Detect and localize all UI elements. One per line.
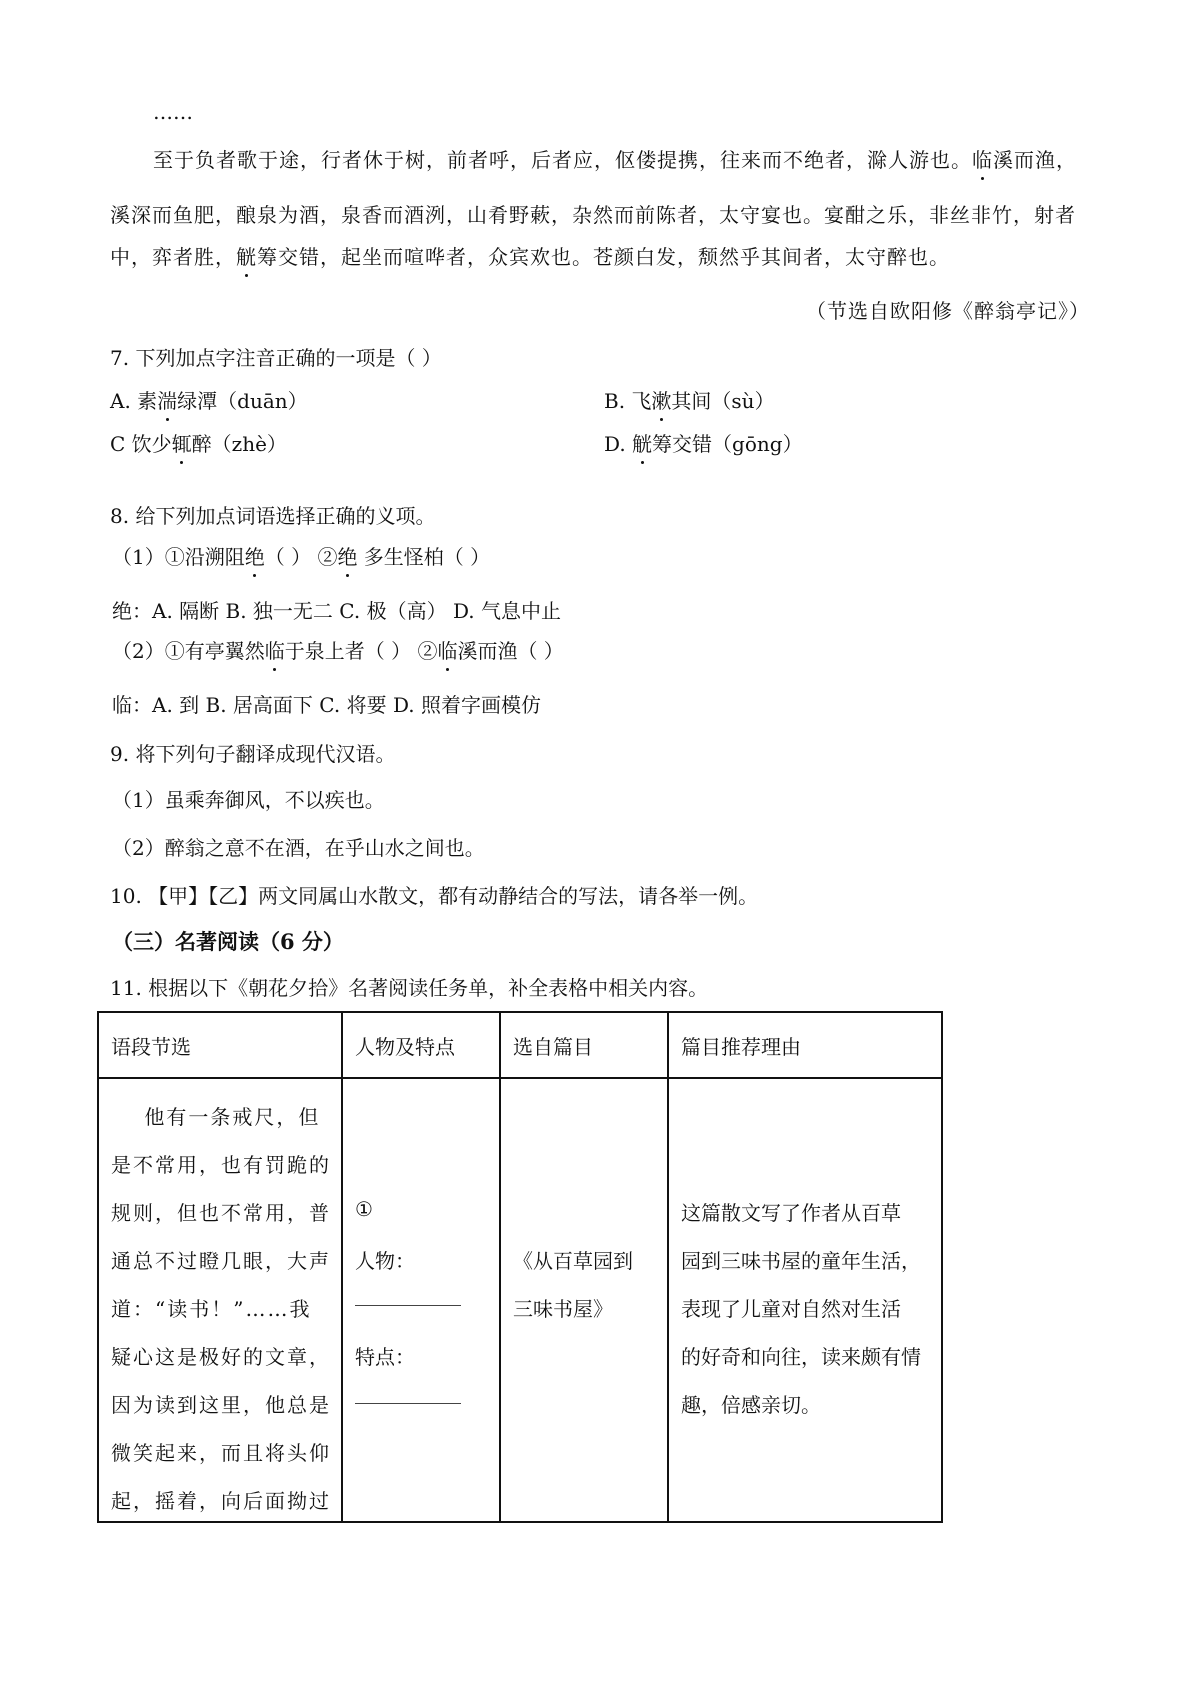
character-cell [342,1078,500,1522]
chapter-line: 《从百草园到 [513,1249,633,1273]
excerpt-cell [98,1078,342,1522]
reason-line: 趣，倍感亲切。 [681,1393,821,1417]
excerpt-line: 因为读到这里，他总是 [111,1393,331,1417]
q7-option-a: A. 素湍绿潭（duān） [110,385,308,414]
answer-mark-1: ① [355,1197,373,1221]
q8-part1-options: 绝：A. 隔断 B. 独一无二 C. 极（高） D. 气息中止 [112,599,561,623]
reason-line: 的好奇和向往，读来颇有情 [681,1345,921,1369]
header-reason: 篇目推荐理由 [668,1012,942,1078]
excerpt-line: 起，摇着，向后面拗过 [111,1489,331,1513]
excerpt-line: 道：“读书！”……我 [111,1297,312,1321]
q9-sentence-1: （1）虽乘奔御风，不以疾也。 [112,788,385,812]
q9-sentence-2: （2）醉翁之意不在酒，在乎山水之间也。 [112,836,485,860]
q8-part1: （1）①沿溯阻绝（ ） ②绝 多生怪柏（ ） [112,541,490,570]
q9-stem: 9. 将下列句子翻译成现代汉语。 [110,742,396,766]
reason-line: 园到三味书屋的童年生活， [681,1249,921,1273]
section-3-heading: （三）名著阅读（6 分） [112,929,344,954]
q11-stem: 11. 根据以下《朝花夕拾》名著阅读任务单，补全表格中相关内容。 [110,976,709,1000]
q7-option-c: C 饮少辄醉（zhè） [110,428,287,457]
excerpt-line: 通总不过瞪几眼，大声 [111,1249,331,1273]
header-character: 人物及特点 [342,1012,500,1078]
header-chapter: 选自篇目 [500,1012,668,1078]
person-label: 人物： [355,1249,415,1273]
q8-part2-options: 临：A. 到 B. 居高面下 C. 将要 D. 照着字画模仿 [112,693,541,717]
passage-source: （节选自欧阳修《醉翁亭记》） [806,299,1090,323]
trait-answer-blank[interactable] [355,1403,461,1404]
excerpt-line: 规则，但也不常用，普 [111,1201,331,1225]
reading-task-table [97,1011,943,1523]
ellipsis: …… [153,100,193,124]
trait-label: 特点： [355,1345,415,1369]
table-header-row [98,1012,942,1078]
passage-line-1: 至于负者歌于途，行者休于树，前者呼，后者应，伛偻提携，往来而不绝者，滁人游也。临溪而渔， [153,144,1077,173]
q10-stem: 10. 【甲】【乙】两文同属山水散文，都有动静结合的写法，请各举一例。 [110,884,759,908]
q7-option-b: B. 飞漱其间（sù） [604,385,775,414]
excerpt-line: 他有一条戒尺，但 [111,1105,321,1129]
header-excerpt: 语段节选 [98,1012,342,1078]
person-answer-blank[interactable] [355,1305,461,1306]
q7-option-d: D. 觥筹交错（gōng） [604,428,803,457]
excerpt-line: 微笑起来，而且将头仰 [111,1441,331,1465]
q7-stem: 7. 下列加点字注音正确的一项是（ ） [110,346,442,370]
chapter-cell [500,1078,668,1522]
passage-line-3: 中，弈者胜，觥筹交错，起坐而喧哗者，众宾欢也。苍颜白发，颓然乎其间者，太守醉也。 [110,241,950,270]
q8-stem: 8. 给下列加点词语选择正确的义项。 [110,504,436,528]
reason-line: 这篇散文写了作者从百草 [681,1201,901,1225]
chapter-line: 三味书屋》 [513,1297,613,1321]
excerpt-line: 疑心这是极好的文章， [111,1345,331,1369]
reason-line: 表现了儿童对自然对生活 [681,1297,901,1321]
excerpt-line: 是不常用，也有罚跪的 [111,1153,331,1177]
passage-line-2: 溪深而鱼肥，酿泉为酒，泉香而酒洌，山肴野蔌，杂然而前陈者，太守宴也。宴酣之乐，非丝非竹，射者 [110,203,1076,227]
q8-part2: （2）①有亭翼然临于泉上者（ ） ②临溪而渔（ ） [112,635,564,664]
table-row [98,1078,942,1522]
reason-cell [668,1078,942,1522]
